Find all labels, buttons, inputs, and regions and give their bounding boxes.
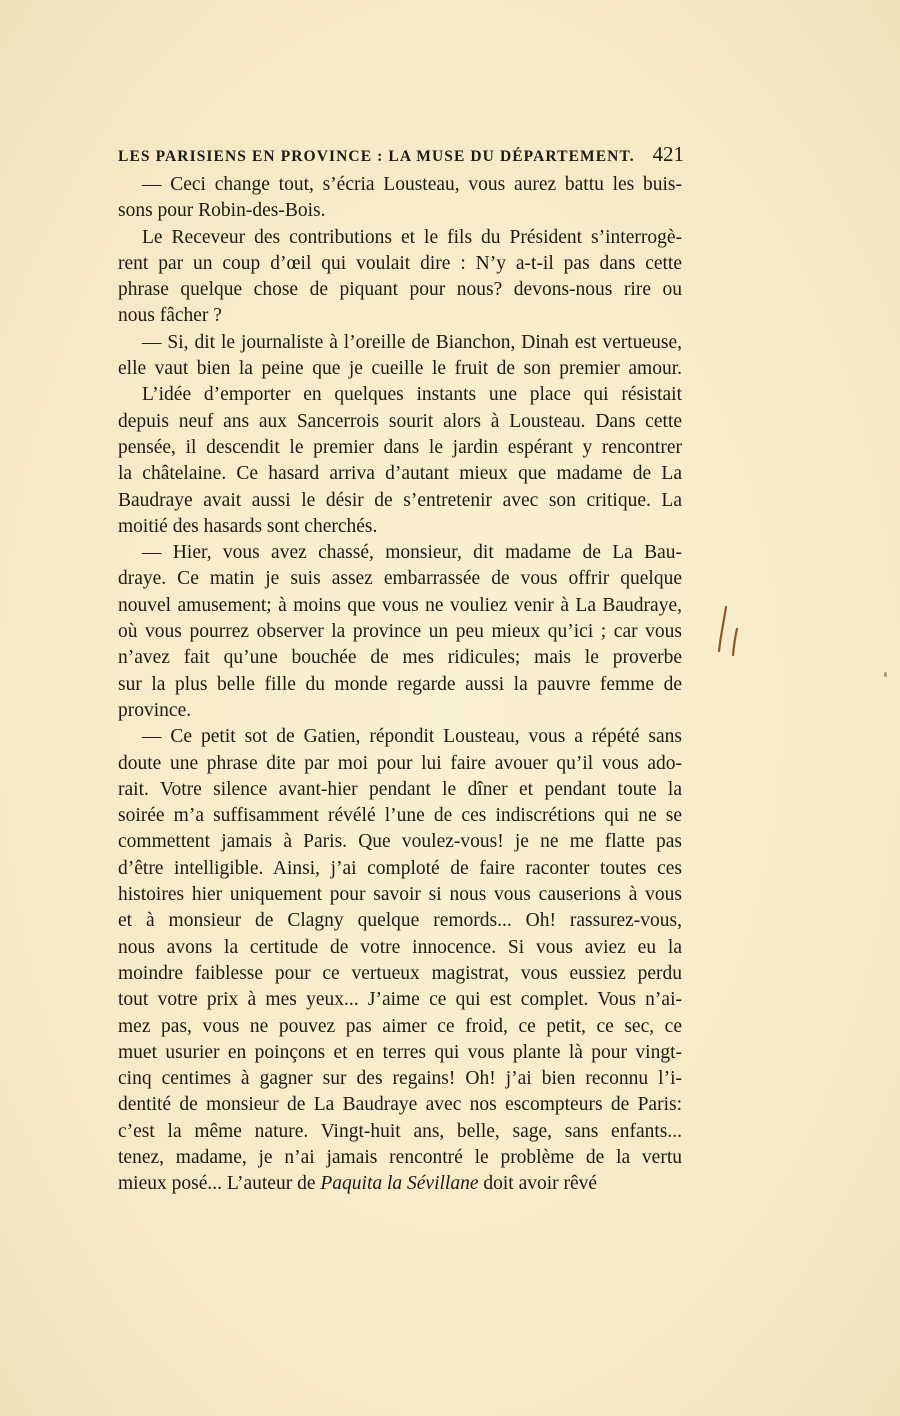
text-line-content: rait. Votre silence avant-hier pendant le dîner et pendant toute la: [118, 778, 682, 800]
text-line-content: nouvel amusement; à moins que vous ne vouliez venir à La Baudraye,: [118, 594, 682, 616]
text-line: [118, 882, 682, 908]
text-line-content: pensée, il descendit le premier dans le jardin espérant y rencontrer: [118, 436, 682, 458]
text-line: [118, 566, 682, 592]
text-line-content: tout votre prix à mes yeux... J’aime ce qui est complet. Vous n’ai-: [118, 989, 682, 1011]
text-line-content: cinq centimes à gagner sur des regains! Oh! j’ai bien reconnu l’i-: [118, 1068, 682, 1090]
text-line: [118, 356, 682, 382]
text-line-content: draye. Ce matin je suis assez embarrassée de vous offrir quelque: [118, 568, 682, 590]
text-line: [118, 172, 682, 198]
text-line-content: soirée m’a suffisamment révélé l’une de ces indiscrétions qui ne se: [118, 805, 682, 827]
text-line-content: depuis neuf ans aux Sancerrois sourit alors à Lousteau. Dans cette: [118, 410, 682, 432]
text-line-content: où vous pourrez observer la province un peu mieux qu’ici ; car vous: [118, 621, 682, 643]
text-line-content: moitié des hasards sont cherchés.: [118, 515, 378, 537]
handwritten-margin-mark: [716, 603, 740, 659]
book-title-italic: Paquita la Sévillane: [320, 1173, 479, 1195]
text-line: [118, 540, 682, 566]
body-text: [118, 172, 682, 1198]
text-line: [118, 382, 682, 408]
text-line: [118, 672, 682, 698]
text-line: [118, 593, 682, 619]
text-segment: doit avoir rêvé: [478, 1173, 598, 1195]
text-line: [118, 198, 682, 224]
text-line-content: province.: [118, 699, 192, 721]
text-line: [118, 829, 682, 855]
text-line: [118, 1092, 682, 1118]
text-line: [118, 1171, 682, 1197]
text-line: [118, 619, 682, 645]
text-line: [118, 645, 682, 671]
text-segment: mieux posé... L’auteur de: [118, 1173, 321, 1195]
text-line: [118, 251, 682, 277]
text-line-content: sur la plus belle fille du monde regarde aussi la pauvre femme de: [118, 673, 682, 695]
text-line: [118, 961, 682, 987]
text-line-content: muet usurier en poinçons et en terres qui vous plante là pour vingt-: [118, 1041, 682, 1063]
text-line: [118, 303, 682, 329]
text-line-content: sons pour Robin-des-Bois.: [118, 200, 326, 222]
text-line-content: rent par un coup d’œil qui voulait dire : N’y a-t-il pas dans cette: [118, 252, 682, 274]
text-line: [118, 1119, 682, 1145]
text-line-content: tenez, madame, je n’ai jamais rencontré le problème de la vertu: [118, 1146, 682, 1168]
text-line: [118, 409, 682, 435]
text-line: [118, 225, 682, 251]
text-line: [118, 277, 682, 303]
text-line: [118, 1066, 682, 1092]
text-line-content: Le Receveur des contributions et le fils du Président s’interrogè-: [142, 226, 682, 248]
paper-speck: [884, 672, 887, 677]
text-line-content: c’est la même nature. Vingt-huit ans, belle, sage, sans enfants...: [118, 1120, 682, 1142]
text-line: [118, 461, 682, 487]
text-line-content: — Hier, vous avez chassé, monsieur, dit madame de La Bau-: [142, 542, 682, 564]
text-line: [118, 1145, 682, 1171]
text-line-content: elle vaut bien la peine que je cueille le fruit de son premier amour.: [118, 358, 682, 380]
text-line-content: d’être intelligible. Ainsi, j’ai comploté de faire raconter toutes ces: [118, 857, 682, 879]
text-line-content: n’avez fait qu’une bouchée de mes ridicules; mais le proverbe: [118, 647, 682, 669]
text-line-content: histoires hier uniquement pour savoir si nous vous causerions à vous: [118, 884, 682, 906]
text-line-content: — Ce petit sot de Gatien, répondit Lousteau, vous a répété sans: [142, 726, 682, 748]
text-line-content: phrase quelque chose de piquant pour nous? devons-nous rire ou: [118, 279, 682, 301]
text-line: [118, 935, 682, 961]
text-line: [118, 803, 682, 829]
text-line: [118, 330, 682, 356]
text-line-content: nous fâcher ?: [118, 305, 222, 327]
text-line-content: commettent jamais à Paris. Que voulez-vous! je ne me flatte pas: [118, 831, 682, 853]
text-line: [118, 514, 682, 540]
text-line: [118, 751, 682, 777]
text-line-content: Baudraye avait aussi le désir de s’entretenir avec son critique. La: [118, 489, 682, 511]
text-line-content: — Ceci change tout, s’écria Lousteau, vous aurez battu les buis-: [142, 174, 682, 195]
page-header: [118, 142, 684, 168]
text-line: [118, 777, 682, 803]
text-line-content: mez pas, vous ne pouvez pas aimer ce froid, ce petit, ce sec, ce: [118, 1015, 682, 1037]
running-title: LES PARISIENS EN PROVINCE : LA MUSE DU DÉPARTEMENT.: [118, 148, 635, 165]
text-line-content: doute une phrase dite par moi pour lui faire avouer qu’il vous ado-: [118, 752, 682, 774]
text-line: [118, 724, 682, 750]
text-line-content: dentité de monsieur de La Baudraye avec nos escompteurs de Paris:: [118, 1094, 682, 1116]
text-line: [118, 987, 682, 1013]
text-line-content: la châtelaine. Ce hasard arriva d’autant mieux que madame de La: [118, 463, 682, 485]
text-line-content: et à monsieur de Clagny quelque remords... Oh! rassurez-vous,: [118, 910, 682, 932]
text-line: [118, 1040, 682, 1066]
text-line: [118, 435, 682, 461]
text-line: [118, 1014, 682, 1040]
text-line: [118, 488, 682, 514]
text-line: [118, 856, 682, 882]
text-line: [118, 908, 682, 934]
text-line-content: L’idée d’emporter en quelques instants une place qui résistait: [142, 384, 682, 406]
text-line-content: — Si, dit le journaliste à l’oreille de Bianchon, Dinah est vertueuse,: [142, 331, 682, 353]
text-line-content: nous avons la certitude de votre innocence. Si vous aviez eu la: [118, 936, 682, 958]
text-line: [118, 698, 682, 724]
text-line-content: moindre faiblesse pour ce vertueux magistrat, vous eussiez perdu: [118, 962, 682, 984]
page-number: 421: [652, 142, 684, 166]
